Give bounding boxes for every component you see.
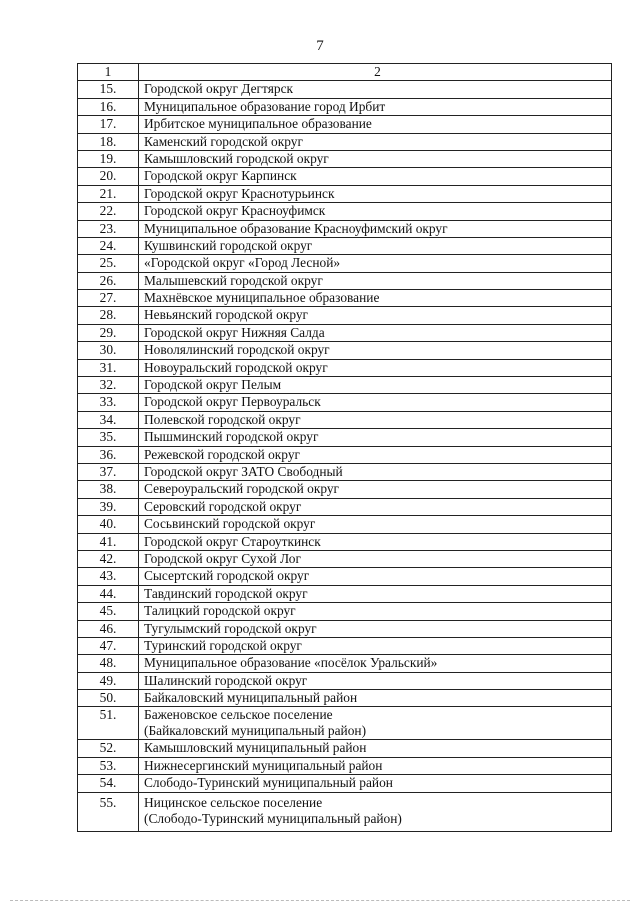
row-number: 21. (78, 185, 139, 202)
row-number: 16. (78, 98, 139, 115)
municipality-name-cell (139, 324, 612, 341)
table-row (78, 133, 612, 150)
municipality-name-cell (139, 237, 612, 254)
municipality-name-cell (139, 707, 612, 740)
row-number: 47. (78, 637, 139, 654)
municipality-name-cell (139, 585, 612, 602)
municipality-name: Городской округ ЗАТО Свободный (144, 463, 343, 479)
row-number: 26. (78, 272, 139, 289)
row-number: 41. (78, 533, 139, 550)
table-row (78, 411, 612, 428)
municipality-name-cell (139, 655, 612, 672)
table-row (78, 98, 612, 115)
municipality-name: Тугулымский городской округ (144, 620, 317, 636)
municipality-name-cell (139, 481, 612, 498)
municipality-name: Новоуральский городской округ (144, 359, 328, 375)
municipality-name: Тавдинский городской округ (144, 585, 308, 601)
municipality-name: Сысертский городской округ (144, 568, 310, 584)
municipality-name: Полевской городской округ (144, 411, 301, 427)
row-number: 39. (78, 498, 139, 515)
municipality-name: Ницинское сельское поселение (144, 794, 323, 810)
municipality-name-cell (139, 620, 612, 637)
row-number: 37. (78, 463, 139, 480)
municipality-name-cell (139, 168, 612, 185)
municipality-name-cell (139, 133, 612, 150)
page-number: 7 (316, 38, 324, 54)
table-row (78, 429, 612, 446)
municipality-name-cell (139, 255, 612, 272)
row-number: 49. (78, 672, 139, 689)
municipality-name-cell (139, 550, 612, 567)
municipality-name: Городской округ Нижняя Салда (144, 324, 325, 340)
table-row (78, 792, 612, 831)
table-row (78, 568, 612, 585)
header-col-1: 1 (78, 64, 139, 81)
municipality-name: «Городской округ «Город Лесной» (144, 255, 341, 271)
table-row (78, 740, 612, 757)
table-row (78, 637, 612, 654)
table-row (78, 481, 612, 498)
table-row (78, 168, 612, 185)
municipality-name: Городской округ Краснотурьинск (144, 185, 335, 201)
table-row (78, 516, 612, 533)
row-number: 32. (78, 377, 139, 394)
municipality-name-cell (139, 637, 612, 654)
row-number: 18. (78, 133, 139, 150)
table-row (78, 775, 612, 792)
municipality-name: Пышминский городской округ (144, 429, 319, 445)
municipality-name: Муниципальное образование город Ирбит (144, 98, 386, 114)
municipality-name: Камышловский муниципальный район (144, 740, 367, 756)
municipality-name: Муниципальное образование «посёлок Уральский» (144, 655, 438, 671)
municipality-name: Кушвинский городской округ (144, 237, 313, 253)
municipality-name: Муниципальное образование Красноуфимский округ (144, 220, 448, 236)
row-number: 19. (78, 150, 139, 167)
row-number: 35. (78, 429, 139, 446)
row-number: 46. (78, 620, 139, 637)
table-row (78, 707, 612, 740)
row-number: 34. (78, 411, 139, 428)
municipality-name-cell (139, 377, 612, 394)
table-row (78, 585, 612, 602)
table-row (78, 377, 612, 394)
table-row (78, 307, 612, 324)
municipality-name: Режевской городской округ (144, 446, 301, 462)
table-row (78, 342, 612, 359)
municipality-name-cell (139, 446, 612, 463)
row-number: 24. (78, 237, 139, 254)
municipality-district: (Слободо-Туринский муниципальный район) (144, 810, 402, 826)
table-row (78, 394, 612, 411)
municipality-name: Городской округ Красноуфимск (144, 203, 326, 219)
municipality-name-cell (139, 498, 612, 515)
municipality-name: Каменский городской округ (144, 133, 303, 149)
municipality-name: Талицкий городской округ (144, 603, 296, 619)
table-row (78, 533, 612, 550)
municipality-name-cell (139, 185, 612, 202)
table-row (78, 255, 612, 272)
table-body (78, 64, 612, 832)
table-row (78, 655, 612, 672)
municipality-name: Шалинский городской округ (144, 672, 308, 688)
table-row (78, 463, 612, 480)
row-number: 33. (78, 394, 139, 411)
table-row (78, 603, 612, 620)
table-row (78, 672, 612, 689)
municipality-name-cell (139, 342, 612, 359)
table-row (78, 220, 612, 237)
municipality-name-cell (139, 533, 612, 550)
municipality-name-cell (139, 740, 612, 757)
table-row (78, 237, 612, 254)
scan-edge-line (10, 900, 630, 903)
municipality-name: Байкаловский муниципальный район (144, 690, 358, 706)
municipality-name: Серовский городской округ (144, 498, 302, 514)
row-number: 48. (78, 655, 139, 672)
table-row (78, 620, 612, 637)
row-number: 50. (78, 690, 139, 707)
municipality-name-cell (139, 116, 612, 133)
row-number: 43. (78, 568, 139, 585)
row-number: 36. (78, 446, 139, 463)
table-row (78, 498, 612, 515)
row-number: 25. (78, 255, 139, 272)
row-number: 22. (78, 203, 139, 220)
municipality-name-cell (139, 359, 612, 376)
municipality-name-cell (139, 516, 612, 533)
municipality-name-cell (139, 203, 612, 220)
municipality-name-cell (139, 429, 612, 446)
row-number: 29. (78, 324, 139, 341)
municipality-name-cell (139, 757, 612, 774)
table-row (78, 690, 612, 707)
municipality-name-cell (139, 603, 612, 620)
row-number: 30. (78, 342, 139, 359)
table-row (78, 446, 612, 463)
row-number: 44. (78, 585, 139, 602)
municipality-name: Туринский городской округ (144, 637, 302, 653)
municipality-name: Невьянский городской округ (144, 307, 309, 323)
municipalities-table (77, 63, 612, 832)
municipality-name: Баженовское сельское поселение (144, 707, 333, 723)
row-number: 54. (78, 775, 139, 792)
municipality-name-cell (139, 463, 612, 480)
municipality-name: Городской округ Пелым (144, 377, 282, 393)
municipality-name: Малышевский городской округ (144, 272, 323, 288)
municipality-name: Городской округ Карпинск (144, 168, 297, 184)
municipality-name: Городской округ Дегтярск (144, 81, 294, 97)
table-row (78, 359, 612, 376)
table-row (78, 272, 612, 289)
municipality-name-cell (139, 150, 612, 167)
table-row (78, 81, 612, 98)
municipality-name-cell (139, 220, 612, 237)
table-row (78, 757, 612, 774)
row-number: 20. (78, 168, 139, 185)
municipality-district: (Байкаловский муниципальный район) (144, 723, 367, 739)
municipality-name-cell (139, 81, 612, 98)
municipality-name-cell (139, 672, 612, 689)
table-row (78, 290, 612, 307)
row-number: 51. (78, 707, 139, 740)
municipality-name-cell (139, 272, 612, 289)
table-row (78, 185, 612, 202)
table-row (78, 116, 612, 133)
row-number: 45. (78, 603, 139, 620)
row-number: 40. (78, 516, 139, 533)
municipality-name-cell (139, 307, 612, 324)
row-number: 23. (78, 220, 139, 237)
row-number: 27. (78, 290, 139, 307)
municipality-name: Городской округ Сухой Лог (144, 550, 301, 566)
row-number: 55. (78, 792, 139, 831)
row-number: 28. (78, 307, 139, 324)
municipality-name: Городской округ Первоуральск (144, 394, 321, 410)
table-row (78, 203, 612, 220)
row-number: 31. (78, 359, 139, 376)
municipality-name-cell (139, 775, 612, 792)
municipality-name: Камышловский городской округ (144, 150, 329, 166)
row-number: 15. (78, 81, 139, 98)
municipality-name: Городской округ Староуткинск (144, 533, 321, 549)
municipality-name-cell (139, 568, 612, 585)
municipality-name: Новолялинский городской округ (144, 342, 330, 358)
municipality-name: Ирбитское муниципальное образование (144, 116, 372, 132)
municipality-name-cell (139, 290, 612, 307)
municipality-name-cell (139, 792, 612, 831)
municipality-name-cell (139, 394, 612, 411)
table-row (78, 324, 612, 341)
header-col-2: 2 (139, 64, 612, 81)
municipality-name-cell (139, 690, 612, 707)
row-number: 38. (78, 481, 139, 498)
table-row (78, 550, 612, 567)
table-row (78, 150, 612, 167)
municipality-name-cell (139, 411, 612, 428)
row-number: 17. (78, 116, 139, 133)
row-number: 53. (78, 757, 139, 774)
municipality-name-cell (139, 98, 612, 115)
row-number: 52. (78, 740, 139, 757)
municipality-name: Североуральский городской округ (144, 481, 340, 497)
municipality-name: Махнёвское муниципальное образование (144, 290, 380, 306)
table-header-row (78, 64, 612, 81)
municipality-name: Сосьвинский городской округ (144, 516, 316, 532)
municipality-name: Слободо-Туринский муниципальный район (144, 775, 393, 791)
row-number: 42. (78, 550, 139, 567)
municipality-name: Нижнесергинский муниципальный район (144, 757, 383, 773)
